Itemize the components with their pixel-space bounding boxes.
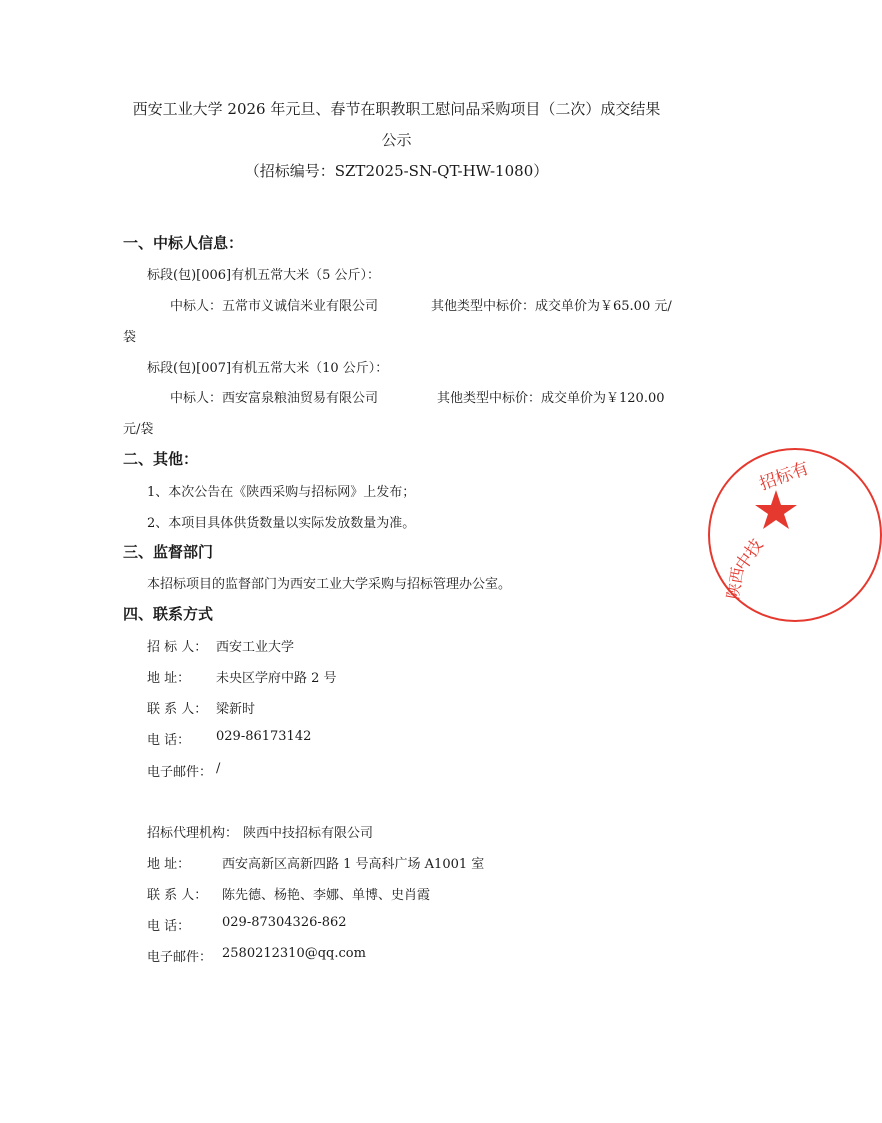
company-seal	[708, 448, 882, 622]
agency-contact-label: 联 系 人：	[147, 888, 208, 903]
other-item-2: 2、本项目具体供货数量以实际发放数量为准。	[147, 516, 416, 531]
lot-006: 标段(包)[006]有机五常大米（5 公斤）：	[147, 268, 381, 283]
buyer-name: 西安工业大学	[216, 640, 295, 655]
other-item-1: 1、本次公告在《陕西采购与招标网》上发布；	[147, 485, 416, 500]
buyer-email-label: 电子邮件：	[147, 765, 213, 780]
lot-007-winner: 中标人：西安富泉粮油贸易有限公司	[170, 391, 379, 406]
seal-graphic	[710, 450, 880, 620]
buyer-name-label: 招 标 人：	[147, 640, 208, 655]
agency-address: 西安高新区高新四路 1 号高科广场 A1001 室	[222, 857, 485, 872]
lot-007-price: 其他类型中标价：成交单价为￥120.00	[437, 391, 665, 406]
supervision-text: 本招标项目的监督部门为西安工业大学采购与招标管理办公室。	[147, 577, 512, 592]
section-3-heading: 三、监督部门	[123, 543, 214, 561]
section-1-heading: 一、中标人信息：	[123, 234, 244, 252]
seal-star-icon	[755, 490, 797, 529]
lot-007-price-cont: 元/袋	[123, 422, 154, 437]
section-2-heading: 二、其他：	[123, 450, 199, 468]
agency-address-label: 地 址：	[147, 857, 191, 872]
lot-006-winner: 中标人：五常市义诚信米业有限公司	[170, 299, 379, 314]
buyer-contact-label: 联 系 人：	[147, 702, 208, 717]
agency-email-label: 电子邮件：	[147, 950, 213, 965]
tender-number: （招标编号：SZT2025-SN-QT-HW-1080）	[244, 162, 549, 180]
agency-name: 陕西中技招标有限公司	[243, 826, 374, 841]
buyer-address-label: 地 址：	[147, 671, 191, 686]
svg-text:陕西: 陕西	[723, 565, 748, 601]
buyer-contact: 梁新时	[216, 702, 256, 717]
buyer-address: 未央区学府中路 2 号	[216, 671, 337, 686]
title-line-2: 公示	[381, 131, 412, 149]
agency-contact: 陈先德、杨艳、李娜、单博、史肖霞	[222, 888, 431, 903]
lot-006-price-cont: 袋	[123, 330, 137, 345]
section-4-heading: 四、联系方式	[123, 605, 214, 623]
agency-phone-label: 电 话：	[147, 919, 191, 934]
buyer-phone-label: 电 话：	[147, 733, 191, 748]
buyer-phone: 029-86173142	[216, 729, 312, 744]
agency-name-label: 招标代理机构：	[147, 826, 239, 841]
lot-006-price: 其他类型中标价：成交单价为￥65.00 元/	[431, 299, 672, 314]
buyer-email: /	[216, 761, 221, 776]
agency-phone: 029-87304326-862	[222, 915, 347, 930]
svg-text:中技: 中技	[731, 535, 768, 575]
agency-email: 2580212310@qq.com	[222, 946, 366, 961]
lot-007: 标段(包)[007]有机五常大米（10 公斤）：	[147, 361, 389, 376]
svg-text:招标有: 招标有	[756, 458, 812, 495]
title-line-1: 西安工业大学 2026 年元旦、春节在职教职工慰问品采购项目（二次）成交结果	[132, 100, 661, 118]
